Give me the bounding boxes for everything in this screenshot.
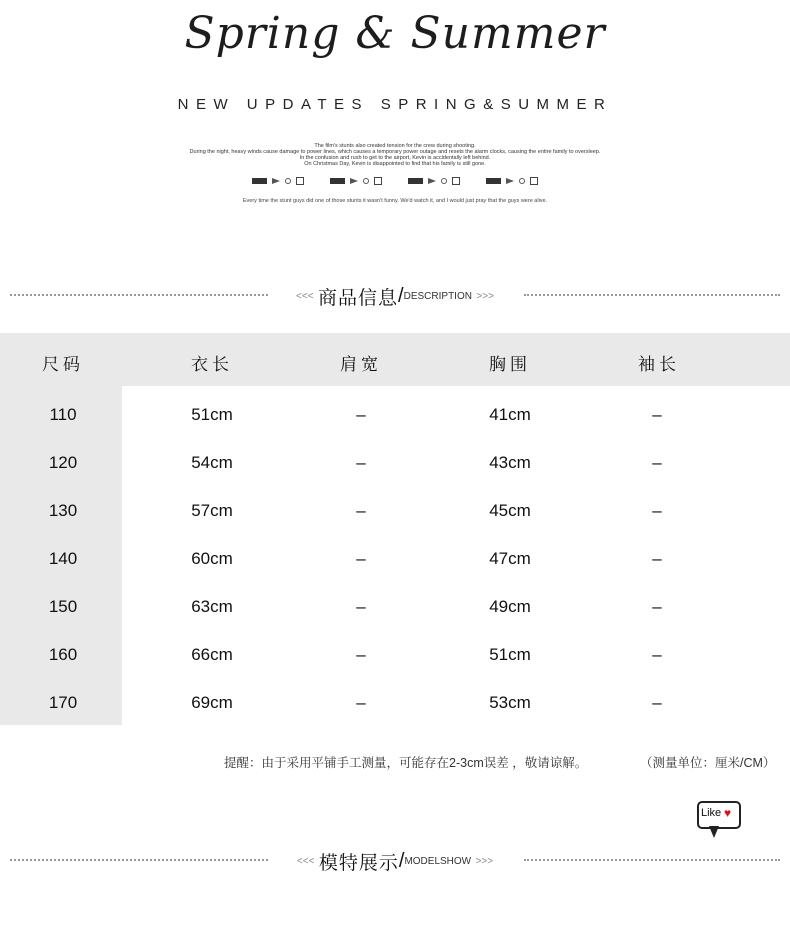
- cell-chest: 47cm: [489, 549, 531, 568]
- fast-forward-icon: [350, 178, 358, 184]
- header-length: 衣长: [191, 355, 233, 374]
- media-icon-group: [252, 176, 304, 186]
- circle-icon: [519, 178, 525, 184]
- cell-size: 130: [48, 501, 78, 520]
- film-icon: [486, 178, 501, 184]
- modelshow-section-header: [0, 848, 790, 872]
- circle-icon: [441, 178, 447, 184]
- footer-line: Every time the stunt guys did one of those stunts it wasn't funny. We'd watch it, and I would just pray that the guys were alive.: [242, 198, 548, 204]
- section-slash: /: [398, 285, 404, 307]
- story-line: On Christmas Day, Kevin is disappointed to find that his family is still gone.: [304, 161, 486, 167]
- cell-chest: 43cm: [489, 453, 531, 472]
- media-icon-group: [330, 176, 382, 186]
- fast-forward-icon: [428, 178, 436, 184]
- section-title-cn: 模特展示: [318, 853, 399, 874]
- cell-size: 150: [48, 597, 78, 616]
- subtitle: NEW UPDATES SPRING&SUMMER: [177, 96, 613, 113]
- circle-icon: [363, 178, 369, 184]
- cell-sleeve: –: [652, 597, 662, 616]
- media-icon-row: [0, 176, 790, 186]
- cell-size: 120: [48, 453, 78, 472]
- cell-length: 54cm: [191, 453, 233, 472]
- cell-shoulder: –: [356, 501, 366, 520]
- measurement-unit: （测量单位：厘米/CM）: [640, 756, 776, 770]
- script-title: Spring & Summer: [184, 8, 606, 59]
- cell-size: 160: [48, 645, 78, 664]
- cell-shoulder: –: [356, 453, 366, 472]
- section-slash: /: [398, 850, 405, 872]
- cell-length: 69cm: [191, 693, 233, 712]
- film-icon: [330, 178, 345, 184]
- cell-shoulder: –: [356, 549, 366, 568]
- size-table: [0, 333, 790, 725]
- section-title-en: MODELSHOW: [404, 856, 472, 867]
- story-line: In the confusion and rush to get to the airport, Kevin is accidentally left behind.: [299, 155, 491, 161]
- header-shoulder: 肩宽: [340, 355, 382, 374]
- square-icon: [452, 177, 460, 185]
- description-section-header: [0, 283, 790, 307]
- fast-forward-icon: [506, 178, 514, 184]
- cell-chest: 45cm: [489, 501, 531, 520]
- cell-size: 170: [48, 693, 78, 712]
- cell-sleeve: –: [652, 549, 662, 568]
- cell-chest: 41cm: [489, 405, 531, 424]
- cell-shoulder: –: [356, 645, 366, 664]
- square-icon: [296, 177, 304, 185]
- cell-shoulder: –: [356, 693, 366, 712]
- header-size: 尺码: [42, 355, 84, 374]
- like-badge[interactable]: [697, 801, 739, 827]
- circle-icon: [285, 178, 291, 184]
- right-chevrons: >>>: [476, 291, 494, 302]
- header-sleeve: 袖长: [638, 355, 680, 374]
- cell-length: 66cm: [191, 645, 233, 664]
- cell-sleeve: –: [652, 645, 662, 664]
- media-icon-group: [486, 176, 538, 186]
- cell-chest: 51cm: [489, 645, 531, 664]
- section-title-cn: 商品信息: [318, 288, 399, 309]
- film-icon: [252, 178, 267, 184]
- heart-icon: ♥: [724, 806, 732, 820]
- cell-sleeve: –: [652, 405, 662, 424]
- cell-shoulder: –: [356, 405, 366, 424]
- cell-length: 63cm: [191, 597, 233, 616]
- media-icon-group: [408, 176, 460, 186]
- cell-length: 57cm: [191, 501, 233, 520]
- cell-length: 51cm: [191, 405, 233, 424]
- cell-size: 110: [49, 405, 77, 424]
- cell-chest: 53cm: [489, 693, 531, 712]
- cell-sleeve: –: [652, 453, 662, 472]
- bubble-tail: [709, 826, 719, 838]
- like-label: Like: [701, 807, 722, 819]
- cell-sleeve: –: [652, 693, 662, 712]
- cell-shoulder: –: [356, 597, 366, 616]
- story-line: The film's stunts also created tension for the crew during shooting.: [314, 143, 476, 149]
- measurement-note: 提醒：由于采用平铺手工测量，可能存在2-3cm误差 ，敬请谅解。: [224, 756, 588, 770]
- cell-chest: 49cm: [489, 597, 531, 616]
- fast-forward-icon: [272, 178, 280, 184]
- film-icon: [408, 178, 423, 184]
- right-chevrons: >>>: [475, 856, 494, 867]
- left-chevrons: <<<: [296, 291, 314, 302]
- cell-size: 140: [48, 549, 78, 568]
- cell-length: 60cm: [191, 549, 233, 568]
- square-icon: [374, 177, 382, 185]
- left-chevrons: <<<: [296, 856, 315, 867]
- header-chest: 胸围: [489, 355, 531, 374]
- cell-sleeve: –: [652, 501, 662, 520]
- section-title-en: DESCRIPTION: [403, 291, 472, 302]
- square-icon: [530, 177, 538, 185]
- story-line: During the night, heavy winds cause damage to power lines, which causes a temporary power outage and resets the alarm clocks, causing the entire family to oversleep.: [189, 149, 601, 155]
